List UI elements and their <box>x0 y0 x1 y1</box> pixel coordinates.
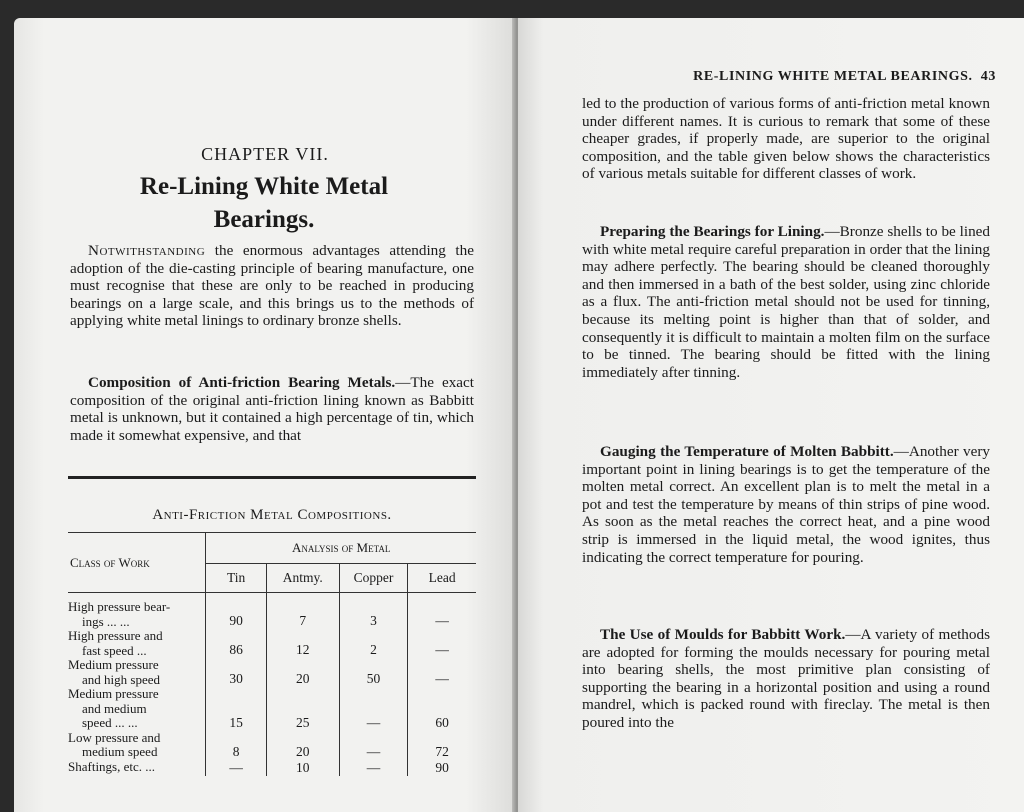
running-head <box>618 69 996 85</box>
cell-tin: 8 <box>206 731 266 760</box>
chapter-title <box>54 170 474 236</box>
cell-lead: 60 <box>408 687 476 731</box>
class-of-work-header: Class of Work <box>68 533 206 593</box>
gauging-heading: Gauging the Temperature of Molten Babbitt. <box>600 443 894 460</box>
gauging-paragraph <box>582 443 990 566</box>
intro-lead-word: Notwithstanding <box>88 242 206 259</box>
table-row <box>68 731 476 760</box>
col-header-antimony: Antmy. <box>266 564 339 593</box>
col-header-tin: Tin <box>206 564 266 593</box>
cell-antimony: 7 <box>266 593 339 630</box>
cell-lead: 72 <box>408 731 476 760</box>
chapter-label: CHAPTER VII. <box>201 144 329 164</box>
cell-copper: 2 <box>339 629 408 658</box>
cell-tin: 15 <box>206 687 266 731</box>
cell-antimony: 12 <box>266 629 339 658</box>
left-page <box>14 18 516 812</box>
cell-copper: — <box>339 731 408 760</box>
table-title: Anti-Friction Metal Compositions. <box>152 507 392 523</box>
cell-lead: — <box>408 593 476 630</box>
preparing-text: —Bronze shells to be lined with white metal require careful preparation in order that the lining may adhere perfectly. The bearing should be cleaned thoroughly and then immersed in a bath of the best solder, using zinc chloride as a flux. The anti-friction metal should not be used for tinning, because its melting point is higher than that of solder, and consequently it is difficult to maintain a molten film on the surface to be tinned. The bearing should be fitted with the lining immediately after tinning. <box>582 223 990 381</box>
cell-antimony: 20 <box>266 658 339 687</box>
intro-paragraph <box>70 242 474 330</box>
cell-antimony: 10 <box>266 760 339 776</box>
cell-tin: 30 <box>206 658 266 687</box>
cell-antimony: 20 <box>266 731 339 760</box>
composition-table <box>68 532 476 776</box>
page-number: 43 <box>980 69 996 84</box>
table-top-rule <box>68 476 476 479</box>
cell-copper: 3 <box>339 593 408 630</box>
cell-copper: 50 <box>339 658 408 687</box>
title-line-1: Re-Lining White Metal <box>139 173 389 200</box>
cell-lead: 90 <box>408 760 476 776</box>
cell-copper: — <box>339 687 408 731</box>
moulds-paragraph <box>582 626 990 732</box>
intro-text: the enormous advantages attending the adoption of the die-casting principle of bearing manufacture, one must recognise that these are only to be reached in producing bearings on a large scale, and this brings us to the methods of applying white metal linings to ordinary bronze shells. <box>70 242 474 330</box>
table-row <box>68 687 476 731</box>
table-row <box>68 629 476 658</box>
row-work-line: ings ... ... <box>82 613 130 629</box>
continuation-paragraph: led to the production of various forms of anti-friction metal known under different names. It is curious to remark that some of these cheaper grades, if properly made, are superior to the original composition, and the table given below shows the characteristics of various metals suitable for different classes of work. <box>582 95 990 183</box>
cell-lead: — <box>408 658 476 687</box>
composition-text: —The exact composition of the original anti-friction lining known as Babbitt metal is unknown, but it contained a high percentage of tin, which made it somewhat expensive, and that <box>70 374 474 444</box>
row-work-line: High pressure bear- <box>68 599 171 614</box>
cell-lead: — <box>408 629 476 658</box>
row-work-line: speed ... ... <box>82 715 138 730</box>
row-work-line: medium speed <box>82 744 158 759</box>
gauging-text: —Another very important point in lining bearings is to get the temperature of the molten metal correct. An excellent plan is to melt the metal in a pot and test the temperature by means of thin strips of pine wood. As soon as the metal reaches the correct heat, and a pine wood strip is immersed in the liquid metal, the wood ignites, thus indicating the correct temperature for pouring. <box>582 443 990 566</box>
running-head-title: RE-LINING WHITE METAL BEARINGS. <box>693 69 973 84</box>
moulds-heading: The Use of Moulds for Babbitt Work. <box>600 626 846 643</box>
row-work-line: Medium pressure <box>68 657 159 672</box>
table-row <box>68 593 476 630</box>
right-page <box>518 18 1024 812</box>
preparing-heading: Preparing the Bearings for Lining. <box>600 223 825 240</box>
col-header-lead: Lead <box>408 564 476 593</box>
row-work-line: High pressure and <box>68 628 163 643</box>
cell-tin: — <box>206 760 266 776</box>
analysis-of-metal-header: Analysis of Metal <box>206 533 476 564</box>
row-work-line: and medium <box>82 700 147 716</box>
preparing-paragraph <box>582 223 990 381</box>
row-work-line: and high speed <box>82 671 160 687</box>
table-row <box>68 658 476 687</box>
row-work-line: Medium pressure <box>68 686 159 701</box>
col-header-copper: Copper <box>339 564 408 593</box>
composition-heading: Composition of Anti-friction Bearing Metals. <box>88 374 396 391</box>
cell-antimony: 25 <box>266 687 339 731</box>
cell-copper: — <box>339 760 408 776</box>
cell-tin: 90 <box>206 593 266 630</box>
moulds-text: —A variety of methods are adopted for forming the moulds necessary for pouring metal into bearing shells, the most primitive plan consisting of supporting the bearing in a horizontal position and using a round mandrel, which is packed round with fireclay. The metal is then poured into the <box>582 626 991 731</box>
title-line-2: Bearings. <box>213 206 315 233</box>
row-work-line: fast speed ... <box>82 642 147 658</box>
row-work-line: Low pressure and <box>68 729 161 745</box>
composition-paragraph <box>70 374 474 444</box>
table-row <box>68 760 476 776</box>
cell-tin: 86 <box>206 629 266 658</box>
row-work-line: Shaftings, etc. ... <box>68 758 156 774</box>
